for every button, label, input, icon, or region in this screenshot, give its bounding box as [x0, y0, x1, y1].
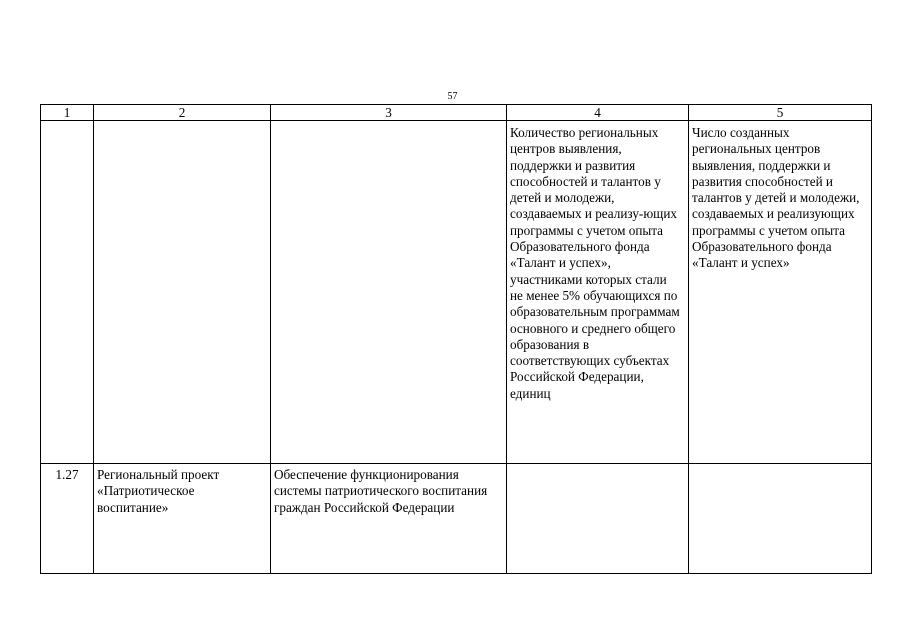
result-cell — [689, 121, 872, 464]
row-number-cell — [41, 121, 94, 464]
result-text: Число созданных региональных центров выявления, поддержки и развития способностей и талантов у детей и молодежи, создаваемых и реализующих программы с учетом опыта Образовательного фонда «Талант и успех» — [692, 125, 860, 271]
column-header-3: 3 — [271, 105, 507, 121]
column-header-4: 4 — [507, 105, 689, 121]
data-table — [40, 104, 872, 574]
project-cell: Региональный проект «Патриотическое воспитание» — [94, 464, 271, 574]
result-cell — [689, 464, 872, 574]
column-header-1: 1 — [41, 105, 94, 121]
table-header-row — [41, 105, 872, 121]
indicator-cell — [507, 121, 689, 464]
page-number: 57 — [447, 91, 458, 102]
column-header-2: 2 — [94, 105, 271, 121]
event-cell — [271, 121, 507, 464]
table-row — [41, 464, 872, 574]
table-row — [41, 121, 872, 464]
indicator-cell — [507, 464, 689, 574]
column-header-5: 5 — [689, 105, 872, 121]
event-cell: Обеспечение функционирования системы патриотического воспитания граждан Российской Федерации — [271, 464, 507, 574]
indicator-text: Количество региональных центров выявления, поддержки и развития способностей и талантов у детей и молодежи, создаваемых и реализу-ющих программы с учетом опыта Образовательного фонда «Талант и успех», участниками которых стали не менее 5% обучающихся по образовательным программам основного и среднего общего образования в соответствующих субъектах Российской Федерации, единиц — [510, 125, 680, 401]
row-number-cell: 1.27 — [41, 464, 94, 574]
project-cell — [94, 121, 271, 464]
